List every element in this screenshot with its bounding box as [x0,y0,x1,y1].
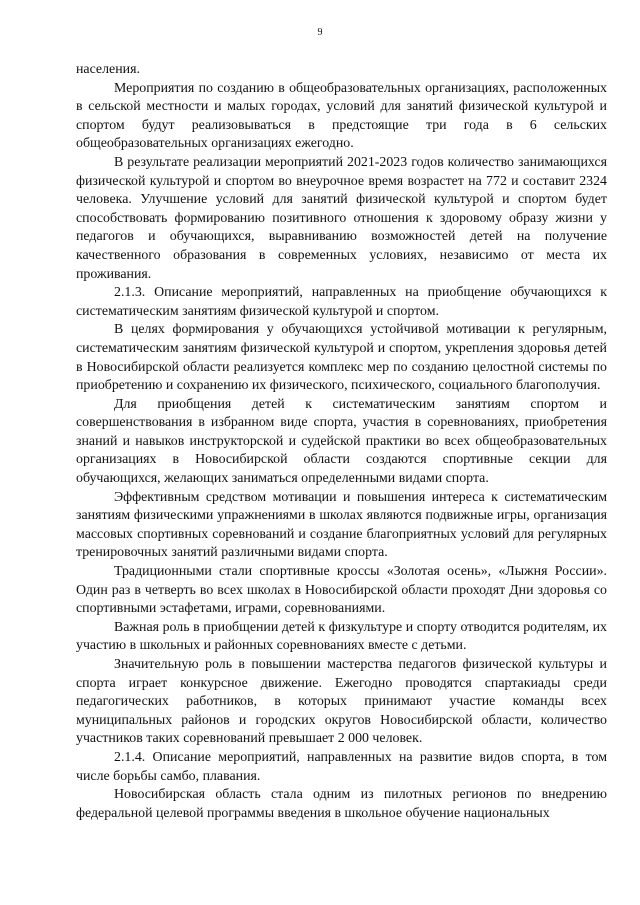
section-heading-2-1-3: 2.1.3. Описание мероприятий, направленных на приобщение обучающихся к систематическим занятиям физической культурой и спортом. [76,285,607,319]
paragraph-competitions: Значительную роль в повышении мастерства педагогов физической культуры и спорта играет конкурсное движение. Ежегодно проводятся спартакиады среди педагогических работников, в которых принимают участие команды всех муниципальных районов и городских округов Новосибирской области, количество участников таких соревнований превышает 2 000 человек. [76,657,607,747]
paragraph-pilot-region: Новосибирская область стала одним из пилотных регионов по внедрению федеральной целевой программы введения в школьное обучение национальных [76,787,607,821]
paragraph-continuation: населения. [76,62,140,77]
paragraph-motivation: В целях формирования у обучающихся устойчивой мотивации к регулярным, систематическим занятиям физической культурой и спортом, укрепления здоровья детей в Новосибирской области реализуется комплекс мер по созданию целостной системы по приобретению и сохранению их физического, психического, социального благополучия. [76,322,607,394]
document-body [76,61,607,823]
paragraph-sports-sections: Для приобщения детей к систематическим занятиям спортом и совершенствования в избранном виде спорта, участия в соревнованиях, приобретения знаний и навыков инструкторской и судейской практики во всех общеобразовательных организациях в Новосибирской области создаются спортивные секции для обучающихся, желающих заниматься определенными видами спорта. [76,396,607,487]
page-number: 9 [317,27,323,38]
paragraph-parents-role: Важная роль в приобщении детей к физкультуре и спорту отводится родителям, их участию в школьных и районных соревнованиях вместе с детьми. [76,619,607,654]
paragraph-rural-schools: Мероприятия по созданию в общеобразовательных организациях, расположенных в сельской местности и малых городах, условий для занятий физической культурой и спортом будут реализовываться в предстоящие три года в 6 сельских общеобразовательных организациях ежегодно. [76,80,607,152]
section-heading-2-1-4: 2.1.4. Описание мероприятий, направленных на развитие видов спорта, в том числе борьбы самбо, плавания. [76,749,607,784]
paragraph-effective-means: Эффективным средством мотивации и повышения интереса к систематическим занятиям физическими упражнениями в школах являются подвижные игры, организация массовых спортивных соревнований и создание благоприятных условий для регулярных тренировочных занятий различными видами спорта. [76,489,607,561]
paragraph-traditional-events: Традиционными стали спортивные кроссы «Золотая осень», «Лыжня России». Один раз в четверть во всех школах в Новосибирской области проходят Дни здоровья со спортивными эстафетами, играми, соревнованиями. [76,564,607,617]
paragraph-results-2021-2023: В результате реализации мероприятий 2021-2023 годов количество занимающихся физической культурой и спортом во внеурочное время возрастет на 772 и составит 2324 человека. Улучшение условий для занятий физической культурой и спортом будет способствовать формированию позитивного отношения к здоровому образу жизни у педагогов и обучающихся, выравниванию возможностей детей на получение качественного образования в современных условиях, независимо от места их проживания. [76,154,607,282]
